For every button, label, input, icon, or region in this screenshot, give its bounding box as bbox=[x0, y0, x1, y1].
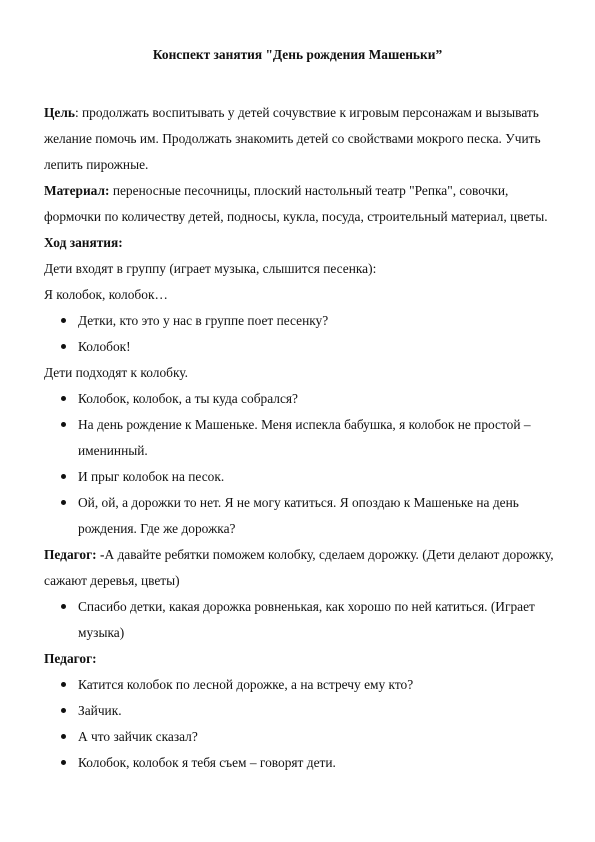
material-label: Материал: bbox=[44, 183, 110, 198]
list-item: Детки, кто это у нас в группе поет песенку? bbox=[78, 308, 564, 334]
list-item: И прыг колобок на песок. bbox=[78, 464, 564, 490]
list-item: Спасибо детки, какая дорожка ровненькая, как хорошо по ней катиться. (Играет музыка) bbox=[78, 594, 564, 646]
teacher-paragraph-1 bbox=[44, 542, 564, 594]
teacher-label-2: Педагог: bbox=[44, 651, 97, 666]
intro-line-1: Дети входят в группу (играет музыка, слышится песенка): bbox=[44, 261, 377, 276]
list-item: Колобок, колобок я тебя съем – говорят дети. bbox=[78, 750, 564, 776]
intro-line-3: Дети подходят к колобку. bbox=[44, 365, 188, 380]
bullet-list-3 bbox=[44, 594, 564, 646]
material-paragraph bbox=[44, 178, 564, 230]
goal-text: : продолжать воспитывать у детей сочувствие к игровым персонажам и вызывать желание помочь им. Продолжать знакомить детей со свойствами мокрого песка. Учить лепить пирожные. bbox=[44, 105, 541, 172]
bullet-list-1 bbox=[44, 308, 564, 360]
teacher-label-1: Педагог: - bbox=[44, 547, 105, 562]
list-item: Колобок, колобок, а ты куда собрался? bbox=[78, 386, 564, 412]
list-item: Катится колобок по лесной дорожке, а на встречу ему кто? bbox=[78, 672, 564, 698]
list-item: Зайчик. bbox=[78, 698, 564, 724]
goal-label: Цель bbox=[44, 105, 75, 120]
list-item: А что зайчик сказал? bbox=[78, 724, 564, 750]
bullet-list-2 bbox=[44, 386, 564, 542]
goal-paragraph bbox=[44, 100, 564, 178]
course-heading: Ход занятия: bbox=[44, 235, 123, 250]
document-title: Конспект занятия "День рождения Машеньки” bbox=[152, 47, 443, 62]
list-item: Ой, ой, а дорожки то нет. Я не могу катиться. Я опоздаю к Машеньке на день рождения. Где же дорожка? bbox=[78, 490, 564, 542]
bullet-list-4 bbox=[44, 672, 564, 776]
material-text: переносные песочницы, плоский настольный театр "Репка", совочки, формочки по количеству детей, подносы, кукла, посуда, строительный материал, цветы. bbox=[44, 183, 548, 224]
teacher-text-1: А давайте ребятки поможем колобку, сделаем дорожку. (Дети делают дорожку, сажают деревья, цветы) bbox=[44, 547, 554, 588]
document-body bbox=[44, 100, 564, 776]
list-item: На день рождение к Машеньке. Меня испекла бабушка, я колобок не простой – именинный. bbox=[78, 412, 564, 464]
list-item: Колобок! bbox=[78, 334, 564, 360]
intro-line-2: Я колобок, колобок… bbox=[44, 287, 168, 302]
